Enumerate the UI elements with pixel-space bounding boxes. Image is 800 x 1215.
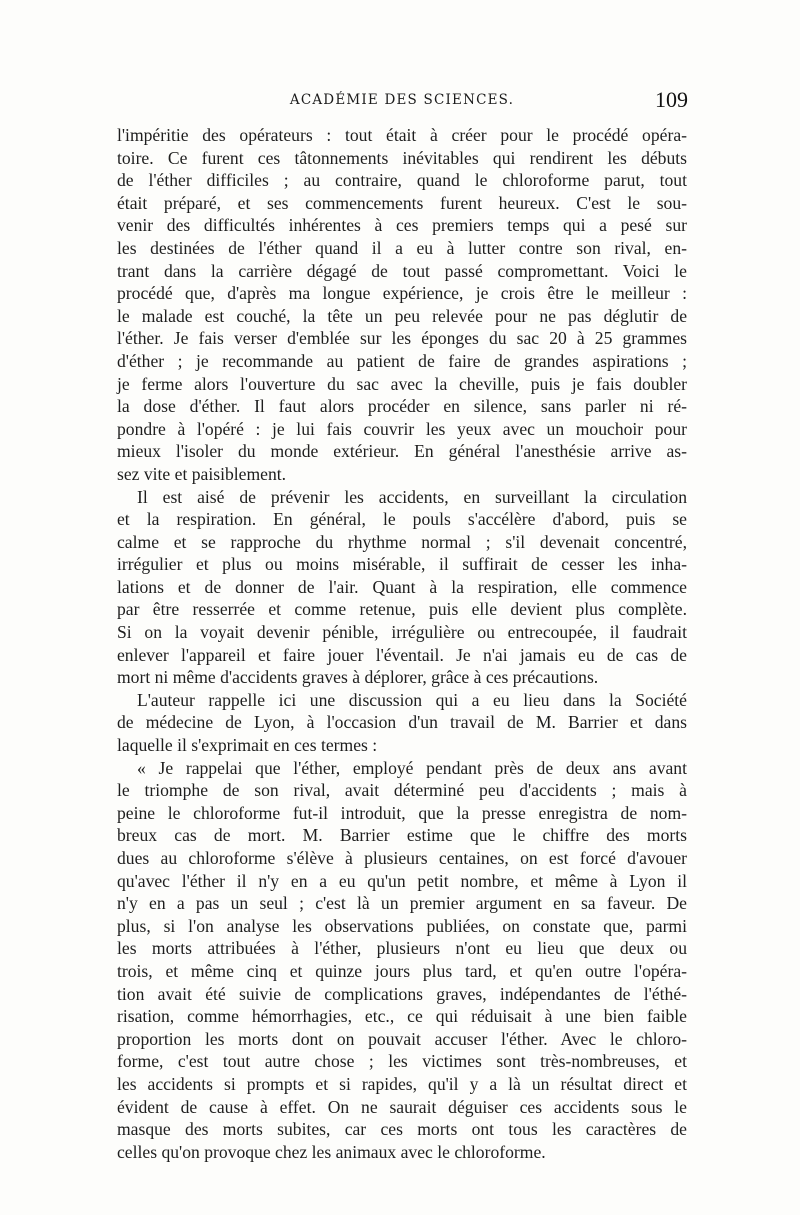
text-line: mieux l'isoler du monde extérieur. En général l'anesthésie arrive as- [117, 441, 687, 462]
text-line: Si on la voyait devenir pénible, irrégulière ou entrecoupée, il faudrait [117, 622, 687, 643]
text-line: venir des difficultés inhérentes à ces premiers temps qui a pesé sur [117, 215, 687, 236]
page-number: 109 [655, 87, 688, 112]
text-line: mort ni même d'accidents graves à déplorer, grâce à ces précautions. [117, 667, 599, 688]
text-line: trois, et même cinq et quinze jours plus tard, et qu'en outre l'opéra- [117, 960, 687, 981]
text-line: de médecine de Lyon, à l'occasion d'un travail de M. Barrier et dans [117, 712, 687, 733]
text-line: pondre à l'opéré : je lui fais couvrir les yeux avec un mouchoir pour [117, 418, 687, 439]
text-line: enlever l'appareil et faire jouer l'éventail. Je n'ai jamais eu de cas de [117, 644, 687, 665]
text-line: évident de cause à effet. On ne saurait déguiser ces accidents sous le [117, 1096, 687, 1117]
text-line: peine le chloroforme fut-il introduit, que la presse enregistra de nom- [117, 802, 687, 823]
text-line: l'impéritie des opérateurs : tout était à créer pour le procédé opéra- [117, 125, 687, 145]
text-line: irrégulier et plus ou moins misérable, il suffirait de cesser les inha- [117, 554, 687, 575]
text-line: les destinées de l'éther quand il a eu à lutter contre son rival, en- [117, 237, 687, 258]
page-header [116, 87, 688, 122]
text-line: plus, si l'on analyse les observations publiées, on constate que, parmi [117, 915, 687, 936]
text-line: le malade est couché, la tête un peu relevée pour ne pas déglutir de [117, 305, 687, 326]
text-line: calme et se rapproche du rhythme normal ; s'il devenait concentré, [117, 531, 687, 552]
text-line: trant dans la carrière dégagé de tout passé compromettant. Voici le [117, 260, 687, 281]
text-line: n'y en a pas un seul ; c'est là un premier argument en sa faveur. De [117, 893, 687, 914]
running-title: ACADÉMIE DES SCIENCES. [289, 92, 515, 108]
text-line: le triomphe de son rival, avait déterminé peu d'accidents ; mais à [117, 780, 687, 801]
text-line: L'auteur rappelle ici une discussion qui a eu lieu dans la Société [137, 689, 687, 710]
text-line: proportion les morts dont on pouvait accuser l'éther. Avec le chloro- [117, 1028, 687, 1049]
text-line: toire. Ce furent ces tâtonnements inévitables qui rendirent les débuts [117, 147, 687, 168]
text-line: par être resserrée et comme retenue, puis elle devient plus complète. [117, 599, 687, 620]
text-line: était préparé, et ses commencements furent heureux. C'est le sou- [117, 192, 687, 213]
text-line: d'éther ; je recommande au patient de faire de grandes aspirations ; [117, 350, 687, 371]
text-line: je ferme alors l'ouverture du sac avec la cheville, puis je fais doubler [117, 373, 687, 394]
text-line: dues au chloroforme s'élève à plusieurs centaines, on est forcé d'avouer [117, 848, 687, 868]
text-line: la dose d'éther. Il faut alors procéder en silence, sans parler ni ré- [117, 396, 687, 417]
text-line: les morts attribuées à l'éther, plusieurs n'ont eu lieu que deux ou [117, 938, 687, 959]
text-line: les accidents si prompts et si rapides, qu'il y a là un résultat direct et [117, 1073, 687, 1094]
text-line: procédé que, d'après ma longue expérience, je crois être le meilleur : [117, 283, 687, 304]
text-line: laquelle il s'exprimait en ces termes : [117, 735, 378, 756]
text-line: qu'avec l'éther il n'y en a eu qu'un petit nombre, et même à Lyon il [117, 870, 687, 891]
text-line: risation, comme hémorrhagies, etc., ce qui réduisait à une bien faible [117, 1006, 687, 1027]
text-line: forme, c'est tout autre chose ; les victimes sont très-nombreuses, et [117, 1051, 687, 1072]
text-line: breux cas de mort. M. Barrier estime que le chiffre des morts [117, 825, 687, 846]
text-line: « Je rappelai que l'éther, employé pendant près de deux ans avant [137, 757, 687, 778]
text-line: et la respiration. En général, le pouls s'accélère d'abord, puis se [117, 509, 687, 530]
text-line: sez vite et paisiblement. [117, 463, 287, 484]
text-line: celles qu'on provoque chez les animaux avec le chloroforme. [117, 1141, 546, 1162]
text-line: de l'éther difficiles ; au contraire, quand le chloroforme parut, tout [117, 170, 687, 191]
text-line: tion avait été suivie de complications graves, indépendantes de l'éthé- [117, 983, 687, 1004]
text-line: masque des morts subites, car ces morts ont tous les caractères de [117, 1119, 687, 1140]
text-line: Il est aisé de prévenir les accidents, en surveillant la circulation [137, 486, 687, 507]
text-line: l'éther. Je fais verser d'emblée sur les éponges du sac 20 à 25 grammes [117, 328, 687, 349]
text-line: lations et de donner de l'air. Quant à la respiration, elle commence [117, 576, 687, 597]
body-text [117, 124, 687, 1163]
